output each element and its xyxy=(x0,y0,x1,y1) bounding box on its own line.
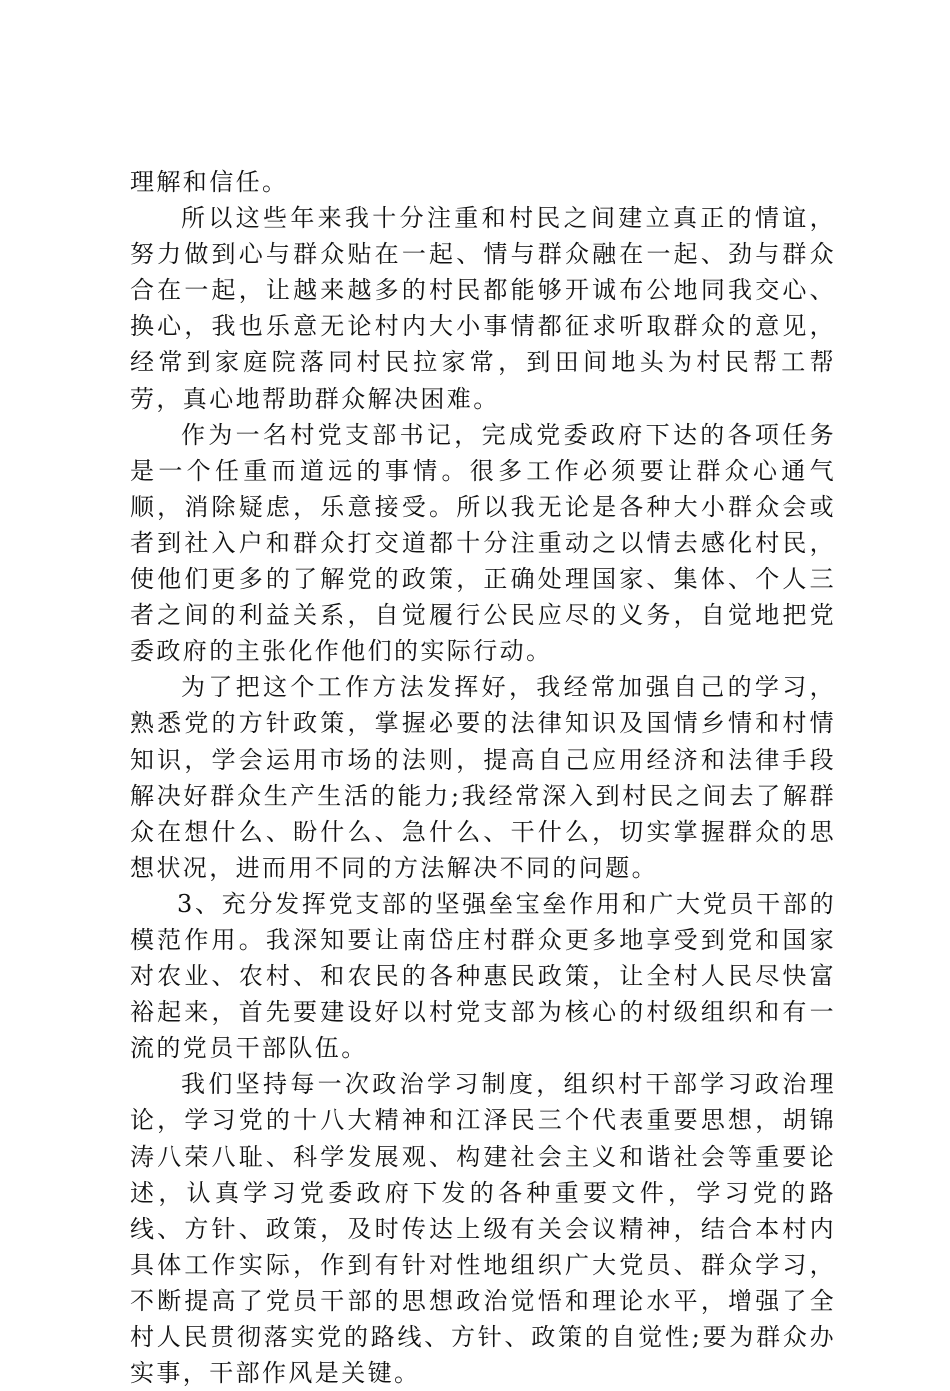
document-body xyxy=(130,164,836,1391)
paragraph-political-study: 我们坚持每一次政治学习制度，组织村干部学习政治理论，学习党的十八大精神和江泽民三个代表重要思想，胡锦涛八荣八耻、科学发展观、构建社会主义和谐社会等重要论述，认真学习党委政府下发的各种重要文件，学习党的路线、方针、政策，及时传达上级有关会议精神，结合本村内具体工作实际，作到有针对性地组织广大党员、群众学习，不断提高了党员干部的思想政治觉悟和理论水平，增强了全村人民贯彻落实党的路线、方针、政策的自觉性;要为群众办实事，干部作风是关键。 xyxy=(130,1070,836,1388)
paragraph-work-method-study: 为了把这个工作方法发挥好，我经常加强自己的学习，熟悉党的方针政策，掌握必要的法律知识及国情乡情和村情知识，学会运用市场的法则，提高自己应用经济和法律手段解决好群众生产生活的能力;我经常深入到村民之间去了解群众在想什么、盼什么、急什么、干什么，切实掌握群众的思想状况，进而用不同的方法解决不同的问题。 xyxy=(130,673,836,882)
paragraph-section-3-party-branch: 3、充分发挥党支部的坚强垒宝垒作用和广大党员干部的模范作用。我深知要让南岱庄村群众更多地享受到党和国家对农业、农村、和农民的各种惠民政策，让全村人民尽快富裕起来，首先要建设好以村党支部为核心的村级组织和有一流的党员干部队伍。 xyxy=(130,889,836,1063)
paragraph-continuation: 理解和信任。 xyxy=(130,168,289,196)
paragraph-relationship-with-villagers: 所以这些年来我十分注重和村民之间建立真正的情谊，努力做到心与群众贴在一起、情与群众融在一起、劲与群众合在一起，让越来越多的村民都能够开诚布公地同我交心、换心，我也乐意无论村内大小事情都征求听取群众的意见，经常到家庭院落同村民拉家常，到田间地头为村民帮工帮劳，真心地帮助群众解决困难。 xyxy=(130,204,836,413)
paragraph-party-secretary-tasks: 作为一名村党支部书记，完成党委政府下达的各项任务是一个任重而道远的事情。很多工作必须要让群众心通气顺，消除疑虑，乐意接受。所以我无论是各种大小群众会或者到社入户和群众打交道都十分注重动之以情去感化村民，使他们更多的了解党的政策，正确处理国家、集体、个人三者之间的利益关系，自觉履行公民应尽的义务，自觉地把党委政府的主张化作他们的实际行动。 xyxy=(130,420,836,666)
